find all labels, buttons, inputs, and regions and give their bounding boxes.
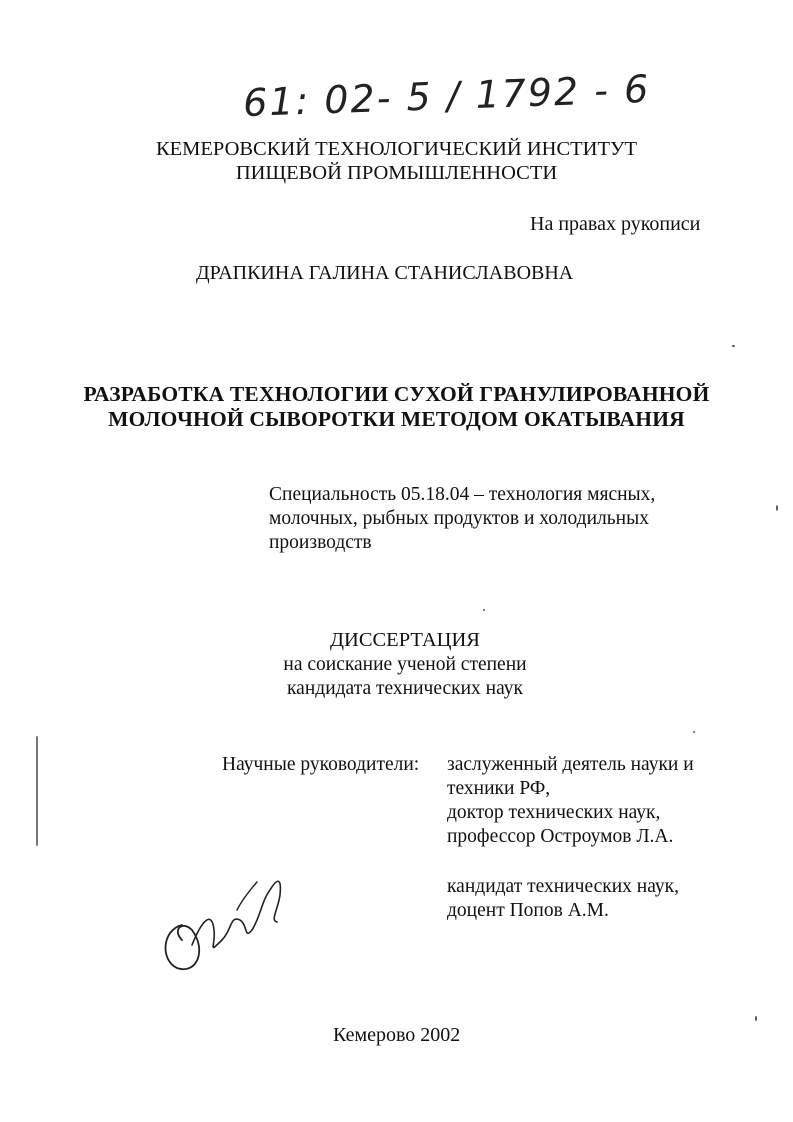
specialty-line-1: Специальность 05.18.04 – технология мясных, (269, 484, 656, 505)
supervisor-1-line-2: техники РФ, (447, 778, 551, 799)
scan-speck (755, 1016, 757, 1021)
dissertation-title-line-2: МОЛОЧНОЙ СЫВОРОТКИ МЕТОДОМ ОКАТЫВАНИЯ (108, 407, 685, 431)
supervisor-1-line-4: профессор Остроумов Л.А. (447, 826, 674, 847)
specialty-line-2: молочных, рыбных продуктов и холодильных (269, 508, 649, 529)
scan-artifact (36, 736, 38, 846)
supervisor-2-line-1: кандидат технических наук, (447, 876, 679, 897)
supervisor-2-line-2: доцент Попов А.М. (447, 900, 609, 921)
dissertation-title-line-1: РАЗРАБОТКА ТЕХНОЛОГИИ СУХОЙ ГРАНУЛИРОВАННОЙ (83, 382, 710, 406)
supervisors-label: Научные руководители: (222, 754, 420, 775)
scan-speck (732, 345, 735, 347)
manuscript-rights-note: На правах рукописи (530, 213, 701, 235)
supervisor-1-line-3: доктор технических наук, (447, 802, 661, 823)
author-name: ДРАПКИНА ГАЛИНА СТАНИСЛАВОВНА (196, 262, 574, 284)
handwritten-signature (152, 860, 292, 980)
scan-speck (693, 731, 695, 733)
handwritten-catalog-number: 61: 02- 5 / 1792 - 6 (242, 66, 651, 126)
scan-speck (776, 505, 778, 511)
place-and-year: Кемерово 2002 (333, 1024, 461, 1046)
specialty-line-3: производств (269, 532, 372, 553)
institution-line-2: ПИЩЕВОЙ ПРОМЫШЛЕННОСТИ (235, 162, 558, 184)
dissertation-heading: ДИССЕРТАЦИЯ (330, 629, 480, 651)
supervisor-1-line-1: заслуженный деятель науки и (447, 754, 694, 775)
institution-line-1: КЕМЕРОВСКИЙ ТЕХНОЛОГИЧЕСКИЙ ИНСТИТУТ (155, 138, 638, 160)
degree-line-2: кандидата технических наук (287, 678, 523, 699)
degree-line-1: на соискание ученой степени (283, 654, 527, 675)
scan-speck (483, 609, 485, 611)
